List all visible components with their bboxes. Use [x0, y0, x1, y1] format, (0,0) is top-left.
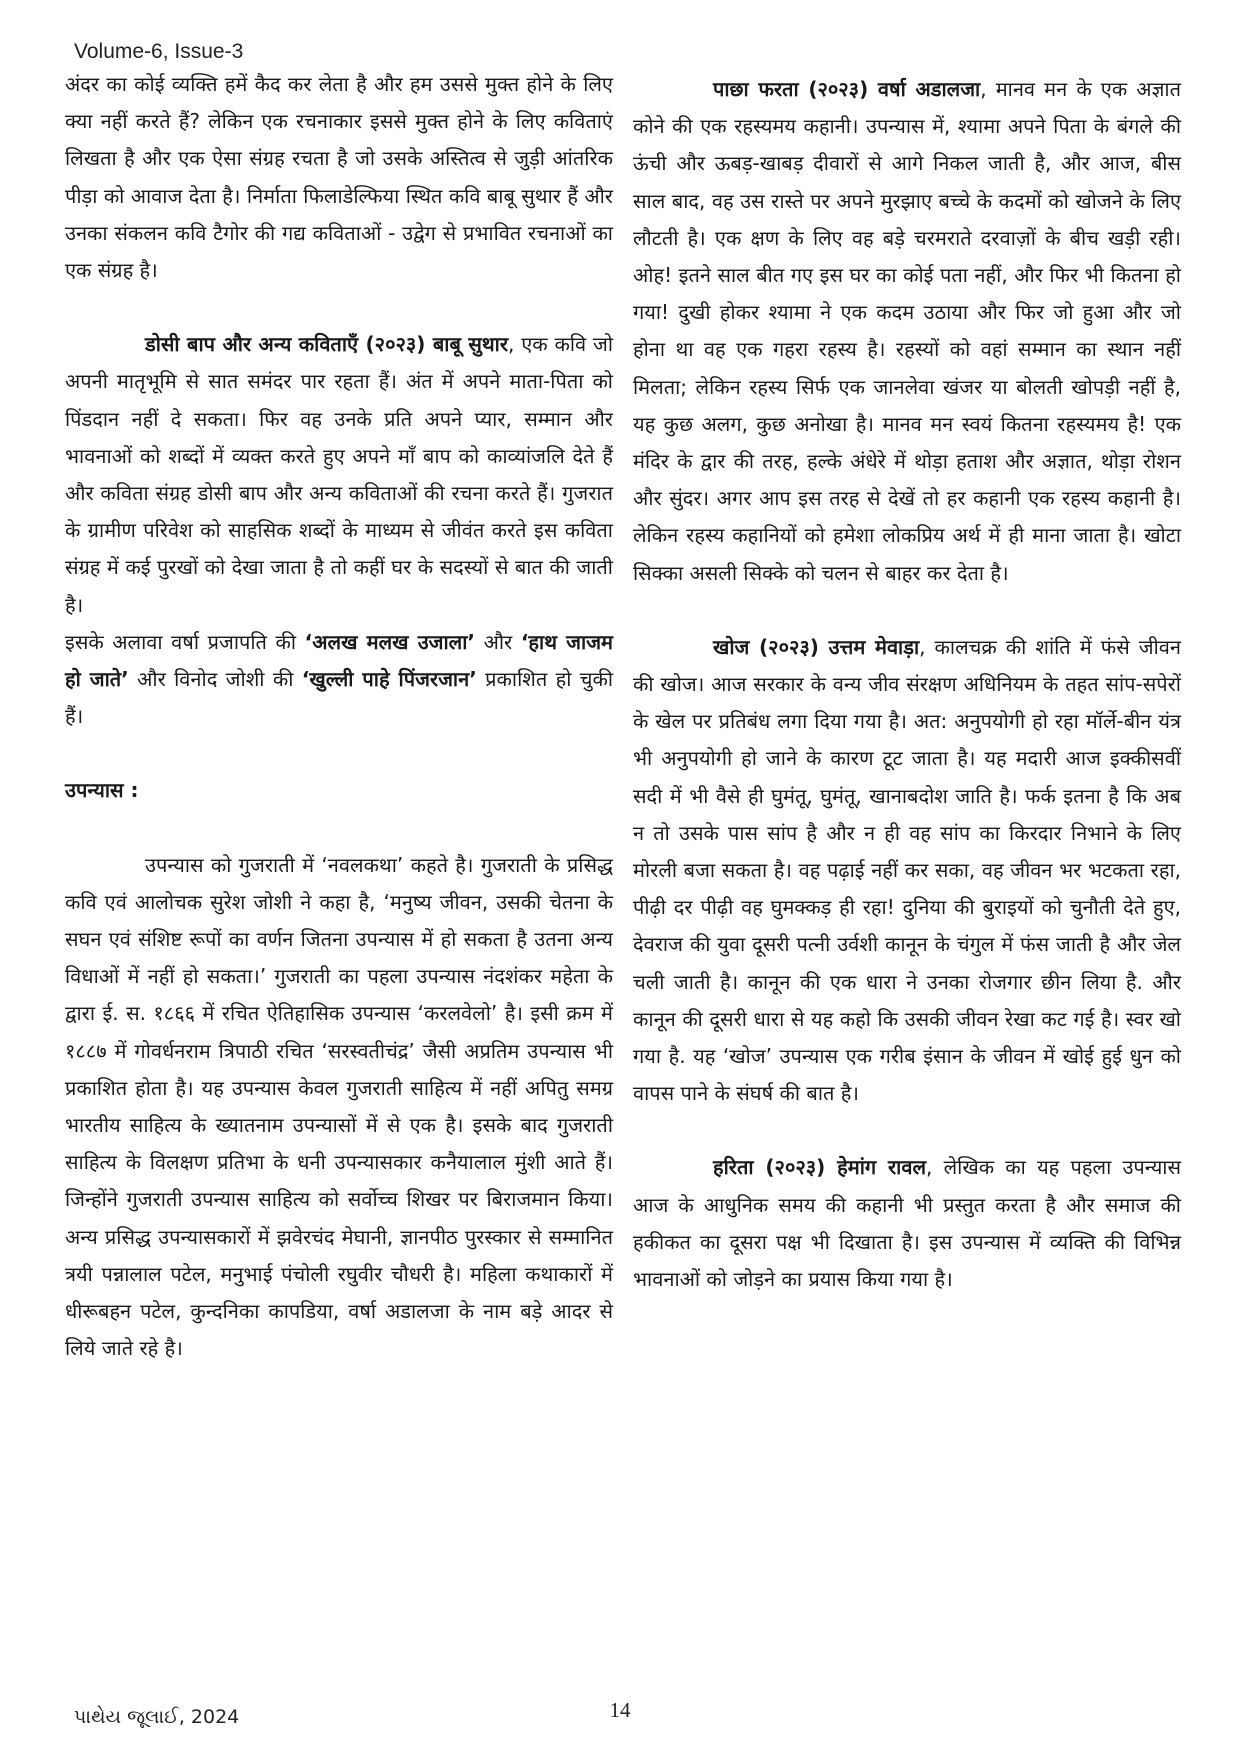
khoj-title: खोज (२०२३) उत्तम मेवाड़ा	[713, 634, 920, 659]
other-works-text: और	[475, 629, 521, 654]
khoj-body: , कालचक्र की शांति में फंसे जीवन की खोज। आज सरकार के वन्य जीव संरक्षण अधिनियम के तहत सांप-सपेरों के खेल पर प्रतिबंध लगा दिया गया है। अत: अनुपयोगी हो रहा मॉर्ले-बीन यंत्र भी अनुपयोगी हो जाने के कारण टूट जाता है। यह मदारी आज इक्कीसवीं सदी में भी वैसे ही घुमंतू, घुमंतू, खानाबदोश जाति है। फर्क इतना है कि अब न तो उसके पास सांप है और न ही वह सांप का किरदार निभाने के लिए मोरली बजा सकता है। वह पढ़ाई नहीं कर सका, वह जीवन भर भटकता रहा, पीढ़ी दर पीढ़ी वह घुमक्कड़ ही रहा! दुनिया की बुराइयों को चुनौती देते हुए, देवराज की युवा दूसरी पत्नी उर्वशी कानून के चंगुल में फंस जाती है और जेल चली जाती है। कानून की एक धारा ने उनका रोजगार छीन लिया है. और कानून की दूसरी धारा से यह कहो कि उसकी जीवन रेखा कट गई है। स्वर खो गया है. यह ‘खोज’ उपन्यास एक गरीब इंसान के जीवन में खोई हुई धुन को वापस पाने के संघर्ष की बात है।	[633, 634, 1182, 1106]
novel-history-paragraph: उपन्यास को गुजराती में ‘नवलकथा’ कहते है। गुजराती के प्रसिद्ध कवि एवं आलोचक सुरेश जोशी ने कहा है, ‘मनुष्य जीवन, उसकी चेतना के सघन एवं संशिष्ट रूपों का वर्णन जितना उपन्यास में हो सकता है उतना अन्य विधाओं में नहीं हो सकता।’ गुजराती का पहला उपन्यास नंदशंकर महेता के द्वारा ई. स. १८६६ में रचित ऐतिहासिक उपन्यास ‘करलवेलो’ है। इसी क्रम में १८८७ में गोवर्धनराम त्रिपाठी रचित ‘सरस्वतीचंद्र’ जैसी अप्रतिम उपन्यास भी प्रकाशित होता है। यह उपन्यास केवल गुजराती साहित्य में नहीं अपितु समग्र भारतीय साहित्य के ख्यातनाम उपन्यासों में से एक है। इसके बाद गुजराती साहित्य के विलक्षण प्रतिभा के धनी उपन्यासकार कनैयालाल मुंशी आते हैं। जिन्होंने गुजराती उपन्यास साहित्य को सर्वोच्च शिखर पर बिराजमान किया। अन्य प्रसिद्ध उपन्यासकारों में झवेरचंद मेघानी, ज्ञानपीठ पुरस्कार से सम्मानित त्रयी पन्नालाल पटेल, मनुभाई पंचोली रघुवीर चौधरी है। महिला कथाकारों में धीरूबहन पटेल, कुन्दनिका कापडिया, वर्षा अडालजा के नाम बड़े आदर से लिये जाते रहे है।	[65, 852, 613, 1361]
pachha-farta-title: पाछा फरता (२०२३) वर्षा अडालजा	[713, 77, 981, 101]
harita-paragraph	[633, 1149, 1181, 1298]
journal-footer: પાથેય જૂલાઈ, 2024	[74, 1706, 240, 1728]
khoj-paragraph	[633, 629, 1181, 1113]
work-title-alakh-malakh: ‘अलख मलख उजाला’	[304, 629, 476, 654]
dosi-bap-title: डोसी बाप और अन्य कविताएँ (२०२३) बाबू सुथार	[145, 332, 508, 357]
other-works-text: और विनोद जोशी की	[128, 667, 302, 692]
dosi-bap-paragraph	[65, 326, 613, 624]
section-heading-novel: उपन्यास :	[65, 778, 139, 803]
dosi-bap-body: , एक कवि जो अपनी मातृभूमि से सात समंदर पार रहता हैं। अंत में अपने माता-पिता को पिंडदान नहीं दे सकता। फिर वह उनके प्रति अपने प्यार, सम्मान और भावनाओं को शब्दों में व्यक्त करते हुए अपने माँ बाप को काव्यांजलि देते हैं और कविता संग्रह डोसी बाप और अन्य कविताओं की रचना करते हैं। गुजरात के ग्रामीण परिवेश को साहसिक शब्दों के माध्यम से जीवंत करते इस कविता संग्रह में कई पुरखों को देखा जाता है तो कहीं घर के सदस्यों से बात की जाती है।	[65, 332, 614, 617]
volume-issue-label: Volume-6, Issue-3	[74, 40, 244, 63]
other-works-text: इसके अलावा वर्षा प्रजापति की	[65, 629, 305, 654]
other-works-paragraph	[65, 624, 613, 736]
right-column	[633, 71, 1181, 1298]
page-number: 14	[609, 1698, 631, 1722]
work-title-khulli-pahe: ‘खुल्ली पाहे पिंजरजान’	[301, 667, 477, 692]
other-works-text: प्रकाशित हो चुकी हैं।	[65, 667, 614, 729]
pachha-farta-paragraph	[633, 71, 1181, 592]
harita-title: हरिता (२०२३) हेमांग रावल	[713, 1155, 927, 1180]
left-column	[65, 66, 613, 1368]
harita-body: , लेखिक का यह पहला उपन्यास आज के आधुनिक समय की कहानी भी प्रस्तुत करता है और समाज की हकीकत का दूसरा पक्ष भी दिखाता है। इस उपन्यास में व्यक्ति की विभिन्न भावनाओं को जोड़ने का प्रयास किया गया है।	[633, 1155, 1181, 1292]
intro-paragraph: अंदर का कोई व्यक्ति हमें कैद कर लेता है और हम उससे मुक्त होने के लिए क्या नहीं करते हैं? लेकिन एक रचनाकार इससे मुक्त होने के लिए कविताएं लिखता है और एक ऐसा संग्रह रचता है जो उसके अस्तित्व से जुड़ी आंतरिक पीड़ा को आवाज देता है। निर्माता फिलाडेल्फिया स्थित कवि बाबू सुथार हैं और उनका संकलन कवि टैगोर की गद्य कविताओं - उद्वेग से प्रभावित रचनाओं का एक संग्रह है।	[65, 72, 613, 283]
pachha-farta-body: , मानव मन के एक अज्ञात कोने की एक रहस्यमय कहानी। उपन्यास में, श्यामा अपने पिता के बंगले की ऊंची और ऊबड़-खाबड़ दीवारों से आगे निकल जाती है, और आज, बीस साल बाद, वह उस रास्ते पर अपने मुरझाए बच्चे के कदमों को खोजने के लिए लौटती है। एक क्षण के लिए वह बड़े चरमराते दरवाज़ों के बीच खड़ी रही। ओह! इतने साल बीत गए इस घर का कोई पता नहीं, और फिर भी कितना हो गया! दुखी होकर श्यामा ने एक कदम उठाया और फिर जो हुआ और जो होना था वह एक गहरा रहस्य है। रहस्यों को वहां सम्मान का स्थान नहीं मिलता; लेकिन रहस्य सिर्फ एक जानलेवा खंजर या बोलती खोपड़ी नहीं है, यह कुछ अलग, कुछ अनोखा है। मानव मन स्वयं कितना रहस्यमय है! एक मंदिर के द्वार की तरह, हल्के अंधेरे में थोड़ा हताश और अज्ञात, थोड़ा रोशन और सुंदर। अगर आप इस तरह से देखें तो हर कहानी एक रहस्य कहानी है। लेकिन रहस्य कहानियों को हमेशा लोकप्रिय अर्थ में ही माना जाता है। खोटा सिक्का असली सिक्के को चलन से बाहर कर देता है।	[633, 77, 1181, 585]
work-title-hath-jajam: ‘हाथ जाजम हो जाते’	[65, 629, 613, 692]
